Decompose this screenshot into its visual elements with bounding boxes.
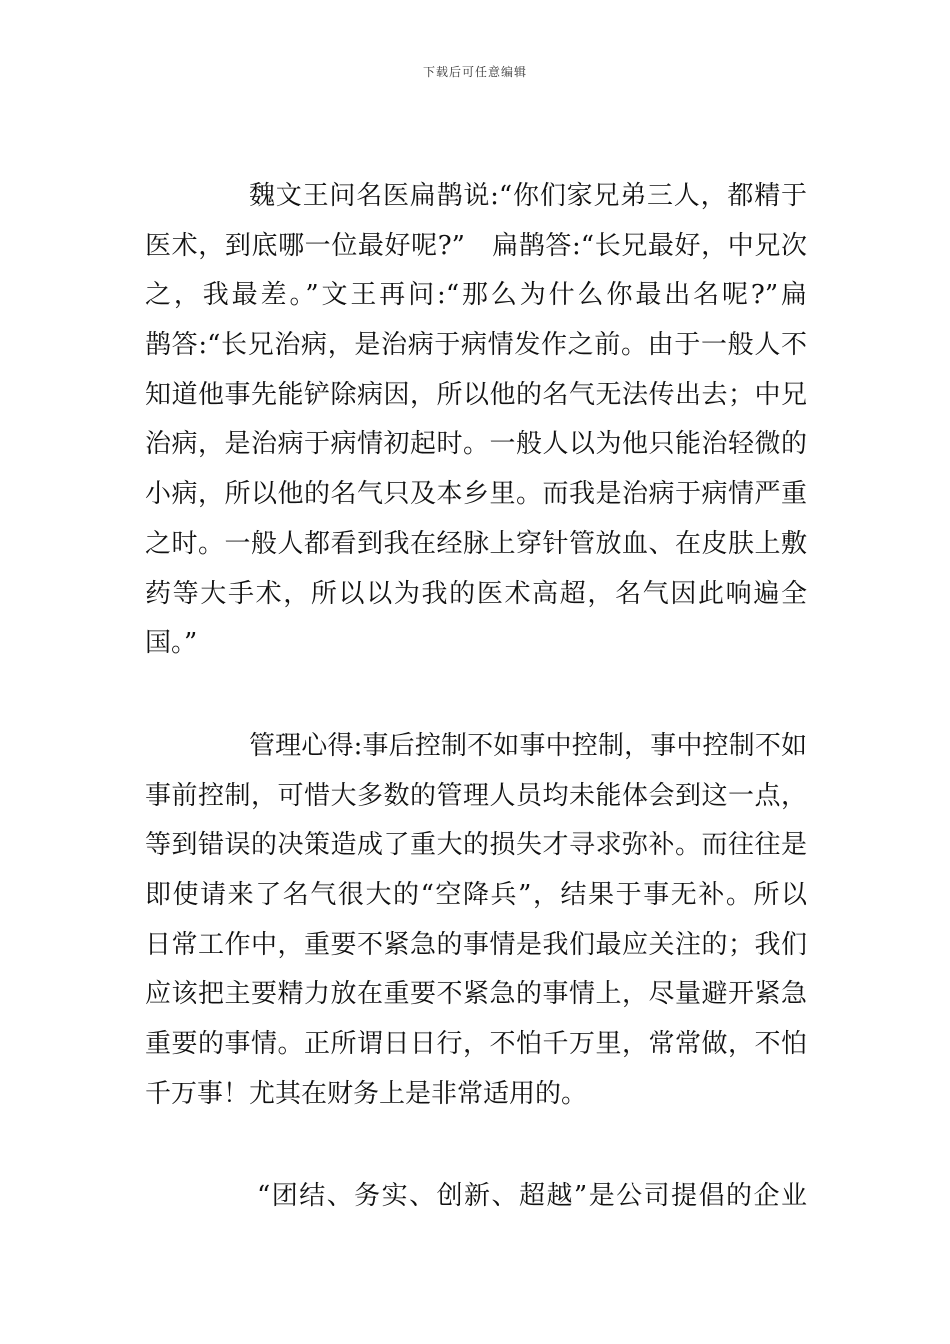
text-line: 国。”: [145, 628, 198, 659]
text-line: 知道他事先能铲除病因，所以他的名气无法传出去；中兄: [145, 379, 807, 410]
text-line: 鹊答:“长兄治病，是治病于病情发作之前。由于一般人不: [145, 330, 807, 361]
text-line: 重要的事情。正所谓日日行，不怕千万里，常常做，不怕: [145, 1029, 807, 1060]
text-line: 之，我最差。”文王再问:“那么为什么你最出名呢?”扁: [145, 280, 807, 311]
paragraph-company-values: [145, 1172, 807, 1222]
text-line: 治病，是治病于病情初起时。一般人以为他只能治轻微的: [145, 429, 807, 460]
text-line: 药等大手术，所以以为我的医术高超，名气因此响遍全: [145, 578, 807, 609]
text-line: “团结、务实、创新、超越”是公司提倡的企业: [257, 1181, 807, 1211]
text-line: 日常工作中，重要不紧急的事情是我们最应关注的；我们: [145, 929, 807, 960]
text-line: 之时。一般人都看到我在经脉上穿针管放血、在皮肤上敷: [145, 528, 807, 559]
text-line: 即使请来了名气很大的“空降兵”，结果于事无补。所以: [145, 880, 807, 911]
text-line: 千万事！尤其在财务上是非常适用的。: [145, 1078, 588, 1109]
text-line: 魏文王问名医扁鹊说:“你们家兄弟三人，都精于: [249, 181, 807, 211]
text-line: 管理心得:事后控制不如事中控制，事中控制不如: [249, 731, 807, 761]
text-line: 医术，到底哪一位最好呢?” 扁鹊答:“长兄最好，中兄次: [145, 230, 807, 261]
text-line: 事前控制，可惜大多数的管理人员均未能体会到这一点，: [145, 780, 807, 811]
text-line: 小病，所以他的名气只及本乡里。而我是治病于病情严重: [145, 479, 807, 510]
text-line: 等到错误的决策造成了重大的损失才寻求弥补。而往往是: [145, 830, 807, 861]
text-line: 应该把主要精力放在重要不紧急的事情上，尽量避开紧急: [145, 979, 807, 1010]
paragraph-management-insight: [145, 722, 807, 1120]
paragraph-bianque-story: [145, 172, 807, 669]
page-header-note: 下载后可任意编辑: [422, 65, 527, 79]
